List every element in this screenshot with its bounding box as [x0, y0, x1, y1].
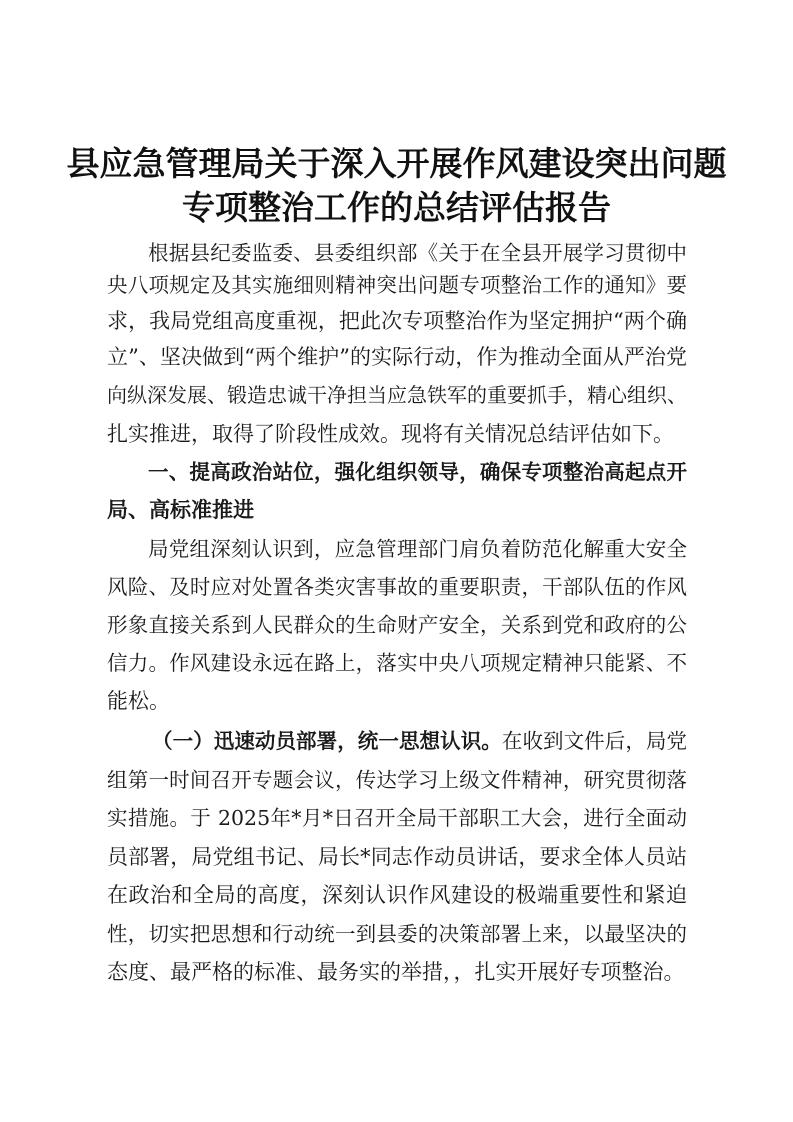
subsection-paragraph-line: 实措施。于 2025年*月*日召开全局干部职工大会，进行全面动: [107, 806, 687, 830]
intro-paragraph-line: 扎实推进，取得了阶段性成效。现将有关情况总结评估如下。: [107, 422, 674, 446]
section-paragraph-line: 形象直接关系到人民群众的生命财产安全，关系到党和政府的公: [107, 613, 687, 637]
subsection-paragraph-line: 组第一时间召开专题会议，传达学习上级文件精神，研究贯彻落: [107, 768, 687, 792]
subsection-paragraph-line: 员部署，局党组书记、局长*同志作动员讲话，要求全体人员站: [107, 845, 687, 869]
document-title-line-1: 县应急管理局关于深入开展作风建设突出问题: [66, 144, 727, 183]
subsection-paragraph-first-line: [152, 722, 687, 760]
subsection-paragraph-line: 在政治和全局的高度，深刻认识作风建设的极端重要性和紧迫: [107, 883, 687, 907]
subsection-first-line-text: 在收到文件后，局党: [501, 729, 687, 753]
subsection-paragraph-line: 性，切实把思想和行动统一到县委的决策部署上来，以最坚决的: [107, 922, 687, 946]
intro-paragraph-line: 根据县纪委监委、县委组织部《关于在全县开展学习贯彻中: [148, 241, 687, 265]
section-paragraph-line: 信力。作风建设永远在路上，落实中央八项规定精神只能紧、不: [107, 651, 687, 675]
section-heading: 局、高标准推进: [107, 498, 254, 522]
subsection-heading: （一）迅速动员部署，统一思想认识。: [152, 729, 502, 753]
intro-paragraph-line: 求，我局党组高度重视，把此次专项整治作为坚定拥护“两个确: [107, 309, 687, 333]
intro-paragraph-line: 向纵深发展、锻造忠诚干净担当应急铁军的重要抓手，精心组织、: [107, 383, 687, 407]
section-paragraph-line: 能松。: [107, 689, 170, 713]
section-heading: 一、提高政治站位，强化组织领导，确保专项整治高起点开: [148, 460, 687, 484]
subsection-paragraph-line: 态度、最严格的标准、最务实的举措，，扎实开展好专项整治。: [107, 960, 685, 984]
section-paragraph-line: 风险、及时应对处置各类灾害事故的重要职责，干部队伍的作风: [107, 575, 687, 599]
intro-paragraph-line: 立”、坚决做到“两个维护”的实际行动，作为推动全面从严治党: [107, 345, 687, 369]
intro-paragraph-line: 央八项规定及其实施细则精神突出问题专项整治工作的通知》要: [107, 273, 687, 297]
section-paragraph-line: 局党组深刻认识到，应急管理部门肩负着防范化解重大安全: [148, 537, 687, 561]
document-title-line-2: 专项整治工作的总结评估报告: [182, 188, 611, 227]
